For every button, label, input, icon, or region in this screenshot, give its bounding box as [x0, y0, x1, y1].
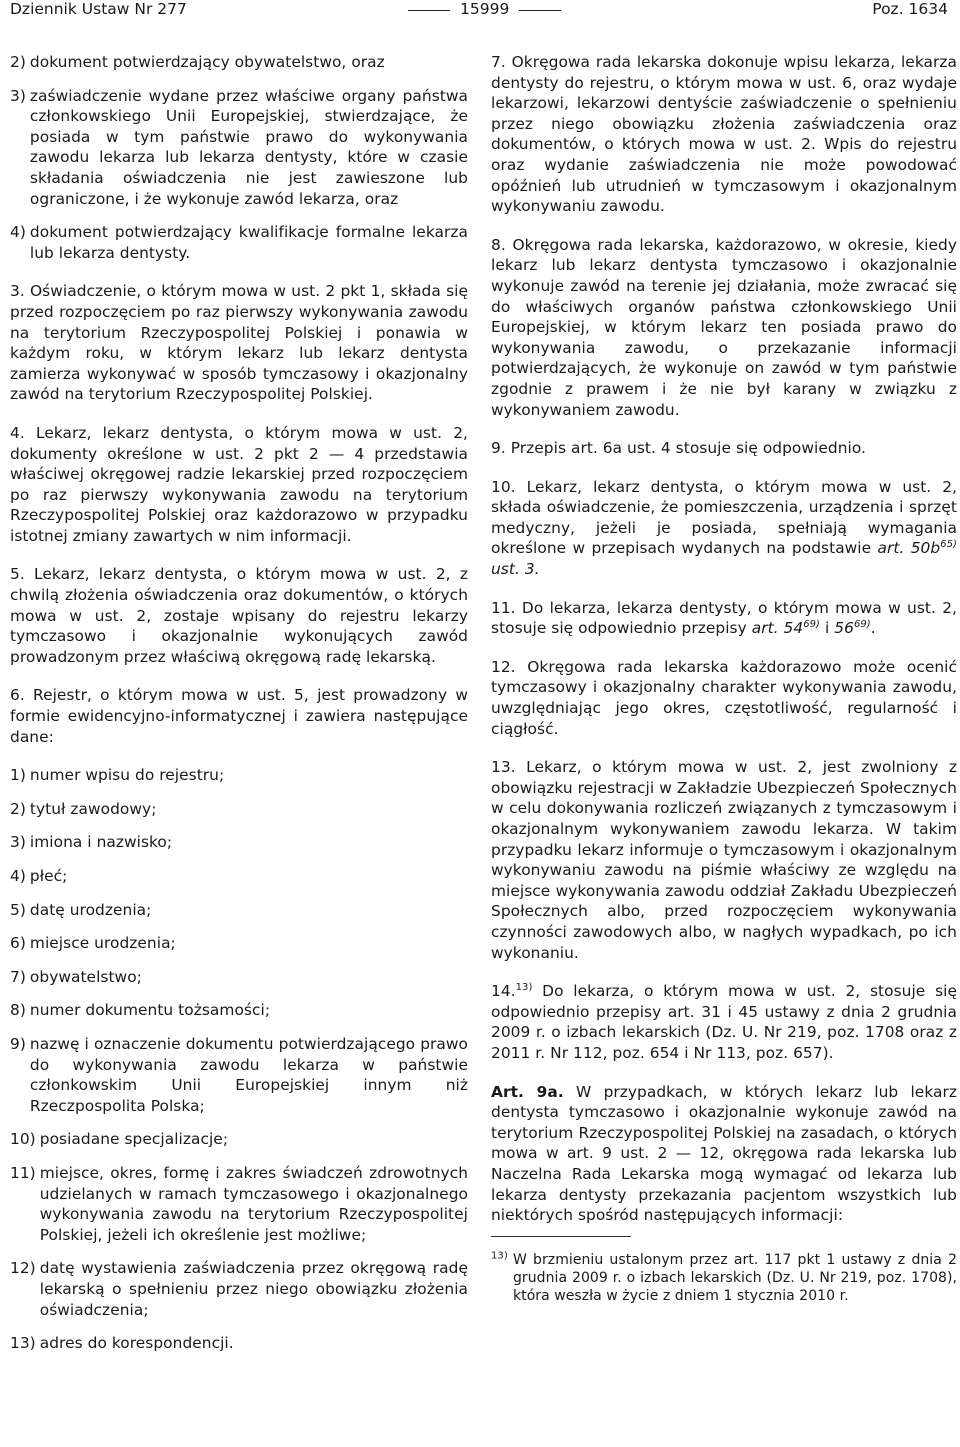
paragraph-6: 6. Rejestr, o którym mowa w ust. 5, jest prowadzony w formie ewidencyjno-informatycznej i zawiera następujące dane: [10, 686, 468, 746]
item-text: obywatelstwo; [29, 967, 142, 986]
paragraph-4: 4. Lekarz, lekarz dentysta, o którym mowa w ust. 2, dokumenty określone w ust. 2 pkt 2 — 4 przedstawia właściwej okręgowej radzie lekarskiej przed rozpoczęciem po raz pierwszy wykonywania zawodu na terytorium Rzeczypospolitej Polskiej oraz każdorazowo w przypadku istotnej zmiany zawartych w nim informacji. [10, 423, 468, 545]
list-item [10, 967, 468, 988]
paragraph-5: 5. Lekarz, lekarz dentysta, o którym mowa w ust. 2, z chwilą złożenia oświadczenia oraz dokumentów, o których mowa w ust. 2, zostaje wpisany do rejestru lekarzy tymczasowo i okazjonalnie wykonujących zawód prowadzonym przez właściwą okręgową radę lekarską. [10, 565, 468, 666]
article-label: Art. 9a. [491, 1082, 564, 1101]
list-item [10, 765, 468, 786]
item-number: 11) [10, 1163, 36, 1182]
paragraph-12: 12. Okręgowa rada lekarska każdorazowo może ocenić tymczasowy i okazjonalny charakter wykonywania zawodu, uwzględniając jego okres, częstotliwość, regularność i ciągłość. [491, 657, 957, 738]
paragraph-9: 9. Przepis art. 6a ust. 4 stosuje się odpowiednio. [491, 439, 866, 458]
item-text: miejsce urodzenia; [29, 934, 176, 953]
list-item [10, 799, 468, 820]
item-text: posiadane specjalizacje; [39, 1130, 229, 1149]
paragraph-10-text: 10. Lekarz, lekarz dentysta, o którym mowa w ust. 2, składa oświadczenie, że pomieszczenia, urządzenia i sprzęt medyczny, jeżeli je posiada, spełniają wymagania określone w przepisach wydanych na podstawie [491, 477, 957, 558]
item-number: 9) [10, 1034, 26, 1053]
footnote-text: W brzmieniu ustalonym przez art. 117 pkt 1 ustawy z dnia 2 grudnia 2009 r. o izbach lekarskich (Dz. U. Nr 219, poz. 1708), która weszła w życie z dniem 1 stycznia 2010 r. [513, 1251, 957, 1304]
item-number: 13) [10, 1334, 36, 1353]
list-item [10, 1034, 468, 1116]
paragraph-13: 13. Lekarz, o którym mowa w ust. 2, jest zwolniony z obowiązku rejestracji w Zakładzie Ubezpieczeń Społecznych w celu dokonywania rozliczeń związanych z tymczasowym i okazjonalnym wykonywaniem zawodu lekarza. W takim przypadku lekarz informuje o tymczasowym i okazjonalnym wykonywaniu zawodu na piśmie właściwy ze względu na miejsce wykonywania zawodu oddział Zakładu Ubezpieczeń Społecznych albo, przed rozpoczęciem wykonywania czynności zawodowych albo, w nagłych wypadkach, po ich wykonaniu. [491, 758, 957, 962]
item-text: nazwę i oznaczenie dokumentu potwierdzającego prawo do wykonywania zawodu lekarza w państwie członkowskim Unii Europejskiej innym niż Rzeczpospolita Polska; [29, 1034, 468, 1115]
footnote [491, 1251, 957, 1305]
item-number: 2) [10, 799, 26, 818]
item-text: dokument potwierdzający obywatelstwo, oraz [29, 53, 385, 71]
item-number: 10) [10, 1130, 36, 1149]
paragraph-11 [491, 598, 957, 639]
page-header [10, 0, 948, 34]
footnote-marker: 69) [853, 619, 871, 631]
list-item [10, 1129, 468, 1150]
footnote-number [491, 1251, 513, 1305]
list-item [10, 1163, 468, 1245]
item-text: zaświadczenie wydane przez właściwe organy państwa członkowskiego Unii Europejskiej, stwierdzające, że posiada w tym państwie prawo do wykonywania zawodu lekarza lub lekarza dentysty, które w czasie składania oświadczenia nie jest zawieszone lub ograniczone, i że wykonuje zawód lekarza, oraz [29, 86, 468, 208]
item-number: 8) [10, 1001, 26, 1020]
reference-1 [752, 619, 820, 637]
paragraph-11-end: . [870, 619, 876, 638]
footnote-marker: 13) [515, 982, 533, 994]
item-number: 7) [10, 967, 26, 986]
reference-end: ust. 3. [491, 560, 540, 579]
paragraph-7: 7. Okręgowa rada lekarska dokonuje wpisu lekarza, lekarza dentysty do rejestru, o którym mowa w ust. 6, oraz wydaje lekarzowi, lekarzowi dentyście zaświadczenie o spełnieniu przez niego obowiązku złożenia zaświadczenia oraz dokumentów, o których mowa w ust. 2. Wpis do rejestru oraz wydanie zaświadczenia nie może powodować opóźnień lub utrudnień w tymczasowym i okazjonalnym wykonywaniu zawodu. [491, 53, 957, 216]
item-text: numer wpisu do rejestru; [29, 766, 225, 785]
item-number: 3) [10, 86, 26, 105]
list-item [10, 86, 468, 210]
right-column [491, 52, 957, 1305]
item-text: datę wystawienia zaświadczenia przez okręgową radę lekarską o spełnieniu przez niego obowiązku złożenia oświadczenia; [39, 1259, 468, 1319]
list-item [10, 52, 468, 73]
article-9a [491, 1082, 957, 1226]
paragraph-3: 3. Oświadczenie, o którym mowa w ust. 2 pkt 1, składa się przed rozpoczęciem po raz pierwszy wykonywania zawodu na terytorium Rzeczypospolitej Polskiej i ponawia w każdym roku, w którym lekarz lub lekarz dentysta zamierza wykonywać w sposób tymczasowy i okazjonalny zawód na terytorium Rzeczypospolitej Polskiej. [10, 282, 468, 404]
page-number-group [408, 0, 561, 18]
header-dash-left [408, 10, 450, 11]
paragraph-10 [491, 477, 957, 580]
paragraph-14 [491, 981, 957, 1063]
paragraph-14-number: 14. [491, 982, 516, 1001]
footnote-number-sup: 13) [491, 1250, 508, 1262]
list-item [10, 933, 468, 954]
item-number: 2) [10, 53, 26, 71]
footnote-marker: 69) [803, 619, 821, 631]
paragraph-11-text: 11. Do lekarza, lekarza dentysty, o którym mowa w ust. 2, stosuje się odpowiednio przepisy [491, 598, 957, 638]
header-dash-right [519, 10, 561, 11]
paragraph-14-text: Do lekarza, o którym mowa w ust. 2, stosuje się odpowiednio przepisy art. 31 i 45 ustawy z dnia 2 grudnia 2009 r. o izbach lekarskich (Dz. U. Nr 219, poz. 1708 oraz z 2011 r. Nr 112, poz. 654 i Nr 113, poz. 657). [491, 982, 957, 1062]
position-number: Poz. 1634 [872, 0, 948, 18]
journal-title: Dziennik Ustaw Nr 277 [10, 0, 187, 18]
item-text: płeć; [29, 867, 68, 885]
item-number: 1) [10, 766, 26, 785]
item-number: 4) [10, 867, 26, 885]
item-number: 12) [10, 1259, 36, 1278]
item-number: 3) [10, 833, 26, 852]
article-text: W przypadkach, w których lekarz lub lekarz dentysta tymczasowo i okazjonalnie wykonuje zawód na terytorium Rzeczypospolitej Polskiej na zasadach, o których mowa w art. 9 ust. 2 — 12, okręgowa rada lekarska lub Naczelna Rada Lekarska mogą wymagać od lekarza lub lekarza dentysty przekazania pacjentom wszystkich lub niektórych spośród następujących informacji: [491, 1082, 957, 1225]
left-column [10, 52, 468, 1354]
paragraph-8: 8. Okręgowa rada lekarska, każdorazowo, w okresie, kiedy lekarz lub lekarz dentysta tymczasowo i okazjonalnie wykonuje zawód na terenie jej działania, może zwracać się do właściwych organów państwa członkowskiego Unii Europejskiej, w którym lekarz ten posiada prawo do wykonywania zawodu, o przekazanie informacji potwierdzających, że wykonuje on zawód w tym państwie zgodnie z prawem i że nie był karany w związku z wykonywaniem zawodu. [491, 235, 957, 419]
list-item [10, 866, 468, 887]
item-text: numer dokumentu tożsamości; [29, 1001, 271, 1020]
item-text: dokument potwierdzający kwalifikacje formalne lekarza lub lekarza dentysty. [29, 223, 468, 262]
item-text: miejsce, okres, formę i zakres świadczeń zdrowotnych udzielanych w ramach tymczasowego i okazjonalnego wykonywania zawodu na terytorium Rzeczypospolitej Polskiej, jeżeli ich określenie jest możliwe; [39, 1163, 468, 1244]
footnote-marker: 65) [940, 539, 957, 551]
reference-text: 56 [834, 619, 854, 638]
list-item [10, 900, 468, 921]
conjunction: i [824, 619, 830, 638]
item-number: 4) [10, 223, 26, 242]
footnote-divider [491, 1236, 631, 1237]
page-number: 15999 [460, 0, 510, 18]
item-text: tytuł zawodowy; [29, 799, 157, 818]
list-item [10, 222, 468, 263]
item-text: adres do korespondencji. [39, 1334, 234, 1353]
reference-text: art. 50b [877, 539, 941, 558]
list-item [10, 1000, 468, 1021]
item-text: datę urodzenia; [29, 900, 152, 919]
list-item [10, 1258, 468, 1320]
reference-2 [834, 619, 870, 637]
item-number: 5) [10, 900, 26, 919]
register-data-list [10, 765, 468, 1353]
list-item [10, 832, 468, 853]
item-number: 6) [10, 934, 26, 953]
list-item [10, 1333, 468, 1354]
item-text: imiona i nazwisko; [29, 833, 173, 852]
reference-text: art. 54 [751, 619, 804, 638]
